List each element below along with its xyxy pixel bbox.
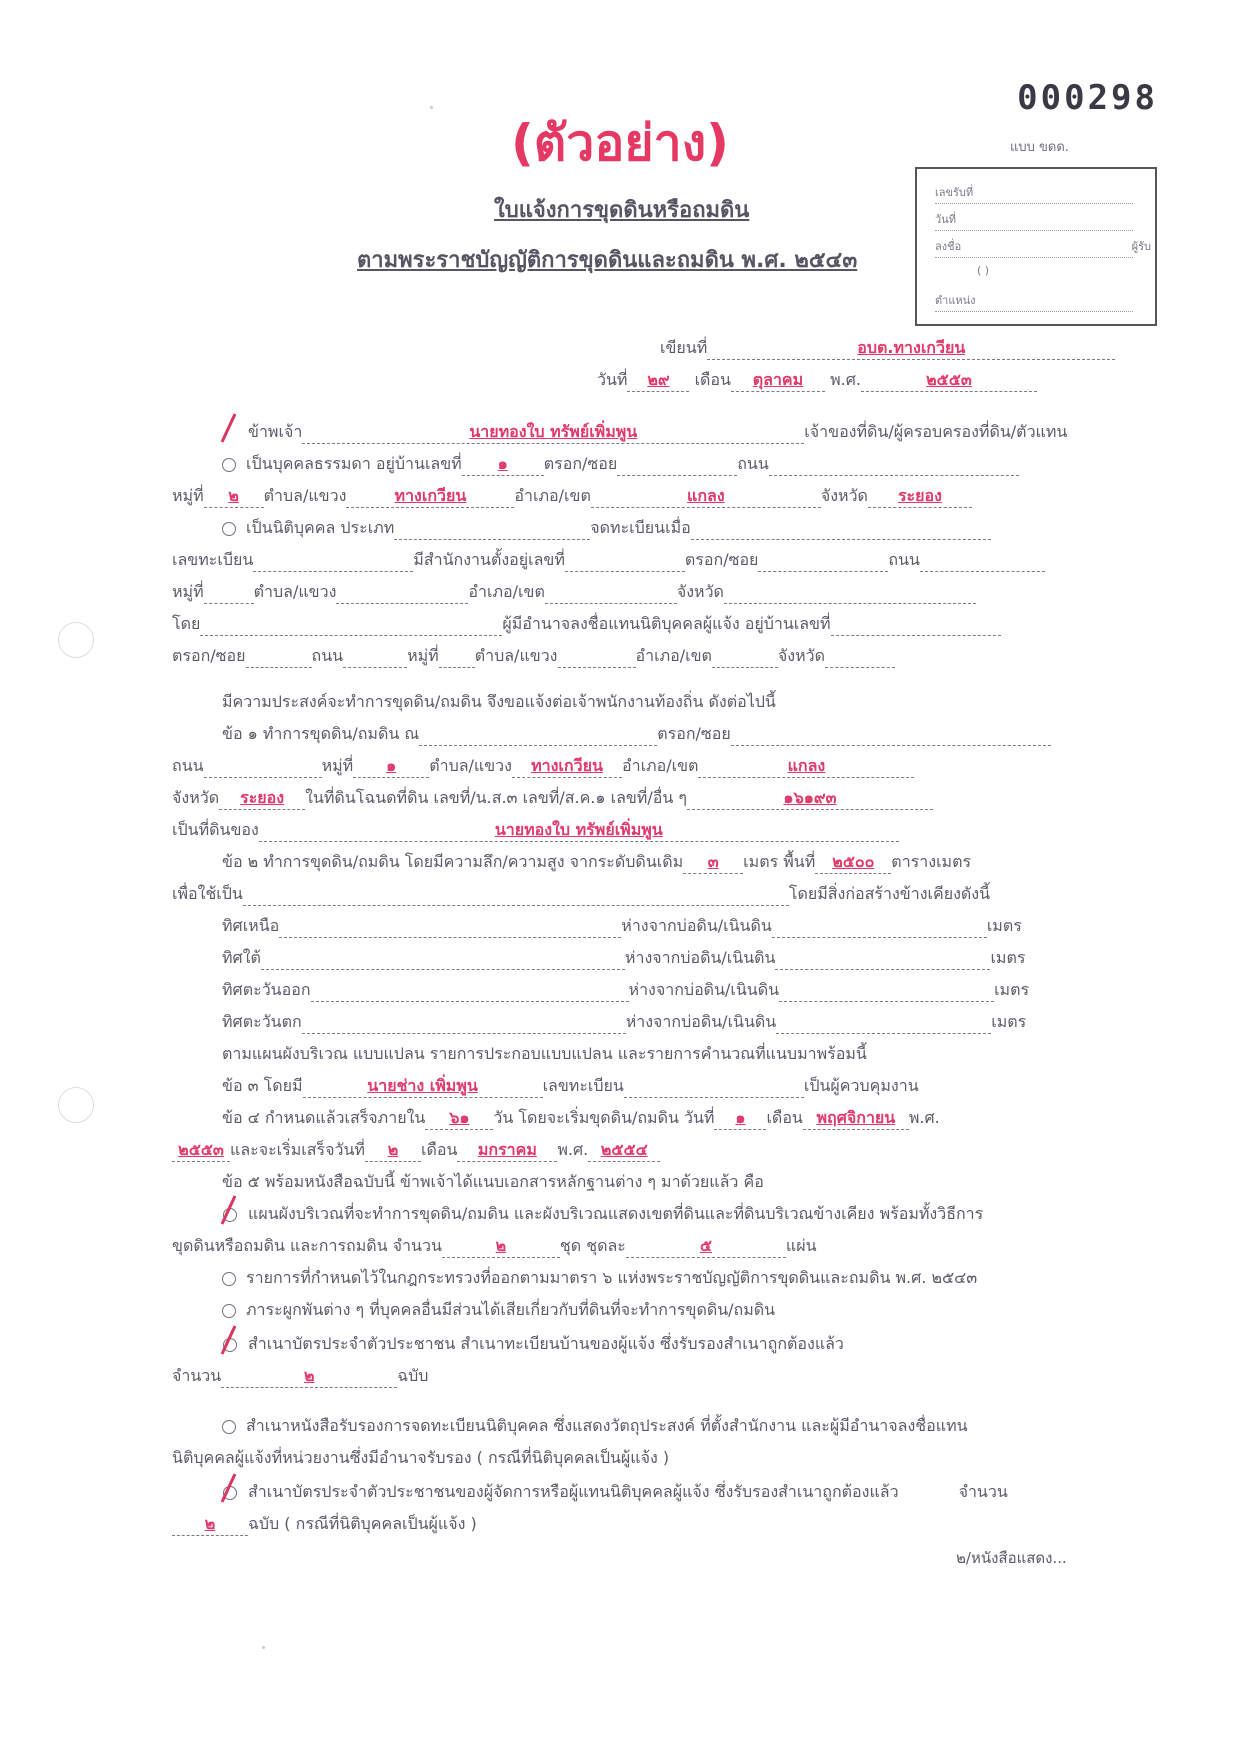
item4-start-day: ๑ xyxy=(735,1108,746,1127)
item5-lead-line: ข้อ ๕ พร้อมหนังสือฉบับนี้ ข้าพเจ้าได้แนบเอกสารหลักฐานต่าง ๆ มาด้วยแล้ว คือ xyxy=(222,1172,764,1191)
item4-start-line xyxy=(222,1106,940,1130)
item4-end-month: มกราคม xyxy=(477,1140,537,1159)
item1-deed-number: ๑๖๑๙๓ xyxy=(783,788,837,807)
date-line xyxy=(597,368,1037,392)
item4-start-month: พฤศจิกายน xyxy=(816,1108,896,1127)
applicant-line xyxy=(222,420,1067,444)
doc4-count-line xyxy=(172,1364,428,1388)
east-label: ทิศตะวันออก xyxy=(222,980,311,999)
doc1-sheets-unit: แผ่น xyxy=(785,1236,817,1255)
item4-end-year: ๒๕๕๔ xyxy=(600,1140,648,1159)
moo-label: หมู่ที่ xyxy=(321,756,354,775)
reg-no-label: เลขทะเบียน xyxy=(172,550,254,569)
juristic-line xyxy=(222,516,991,540)
scan-speck xyxy=(262,1646,265,1649)
doc2-line xyxy=(222,1266,977,1290)
subdistrict-label: ตำบล/แขวง xyxy=(429,756,512,775)
item4-start-label: วัน โดยจะเริ่มขุดดิน/ถมดิน วันที่ xyxy=(493,1108,715,1127)
subdistrict-label: ตำบล/แขวง xyxy=(263,486,347,505)
form-title-line1: ใบแจ้งการขุดดินหรือถมดิน xyxy=(494,198,750,223)
written-at-value: อบต.ทางเกวียน xyxy=(857,338,966,357)
item2-purpose-line xyxy=(172,882,990,906)
authorized-label: ผู้มีอำนาจลงชื่อแทนนิติบุคคลผู้แจ้ง อยู่บ้านเลขที่ xyxy=(502,614,831,633)
subdistrict-label: ตำบล/แขวง xyxy=(474,646,558,665)
item4-start-year: ๒๕๕๓ xyxy=(178,1140,224,1159)
moo-value: ๒ xyxy=(228,486,239,505)
south-label: ทิศใต้ xyxy=(222,948,261,967)
juristic-label: เป็นนิติบุคคล ประเภท xyxy=(246,518,395,537)
road-label: ถนน xyxy=(311,646,344,665)
doc1-text-a: แผนผังบริเวณที่จะทำการขุดดิน/ถมดิน และผังบริเวณแสดงเขตที่ดินและที่ดินบริเวณข้างเคียง พร้อมทั้งวิธีการ xyxy=(248,1204,984,1223)
authorized-person-line xyxy=(172,612,1001,636)
doc2-text: รายการที่กำหนดไว้ในกฎกระทรวงที่ออกตามมาตรา ๖ แห่งพระราชบัญญัติการขุดดินและถมดิน พ.ศ. ๒๕๔๓ xyxy=(246,1268,978,1287)
doc4-count-label: จำนวน xyxy=(172,1366,222,1385)
item2-south-line xyxy=(222,946,1025,970)
checked-mark-icon xyxy=(222,1337,238,1353)
doc5-text-a: สำเนาหนังสือรับรองการจดทะเบียนนิติบุคคล ซึ่งแสดงวัตถุประสงค์ ที่ตั้งสำนักงาน และผู้มีอำนาจลงชื่อแทน xyxy=(246,1416,968,1435)
form-code: แบบ ขดด. xyxy=(1010,140,1069,155)
item4-days-value: ๖๑ xyxy=(449,1108,470,1127)
distance-label: ห่างจากบ่อดิน/เนินดิน xyxy=(624,948,776,967)
item1-lead: ข้อ ๑ ทำการขุดดิน/ถมดิน ณ xyxy=(222,724,420,743)
doc4-count-value: ๒ xyxy=(303,1366,315,1385)
doc1-text-b: ขุดดินหรือถมดิน และการถมดิน จำนวน xyxy=(172,1236,442,1255)
doc1-sets-value: ๒ xyxy=(495,1236,507,1255)
moo-label: หมู่ที่ xyxy=(172,582,204,601)
province-label: จังหวัด xyxy=(676,582,724,601)
punch-hole xyxy=(58,1087,94,1123)
doc1-count-line xyxy=(172,1234,817,1258)
item2-west-line xyxy=(222,1010,1026,1034)
written-at-line xyxy=(660,336,1115,360)
applicant-name: นายทองใบ ทรัพย์เพิ่มพูน xyxy=(469,422,638,441)
doc1-line xyxy=(222,1202,983,1226)
district-label: อำเภอ/เขต xyxy=(468,582,545,601)
office-at-label: มีสำนักงานตั้งอยู่เลขที่ xyxy=(413,550,565,569)
unchecked-circle-icon xyxy=(222,1420,236,1434)
juristic-address-line xyxy=(172,580,976,604)
checked-mark-icon xyxy=(222,425,238,441)
doc1-sets-unit: ชุด ชุดละ xyxy=(559,1236,626,1255)
alley-label: ตรอก/ซอย xyxy=(684,550,759,569)
district-label: อำเภอ/เขต xyxy=(514,486,591,505)
year-label: พ.ศ. xyxy=(908,1108,940,1127)
road-label: ถนน xyxy=(172,756,204,775)
copies-label: ฉบับ xyxy=(397,1366,429,1385)
item1-moo-value: ๑ xyxy=(386,756,397,775)
intent-line: มีความประสงค์จะทำการขุดดิน/ถมดิน จึงขอแจ้งต่อเจ้าพนักงานท้องถิ่น ดังต่อไปนี้ xyxy=(222,692,776,711)
moo-label: หมู่ที่ xyxy=(407,646,439,665)
item1-deed-line xyxy=(172,786,933,810)
authorized-address-line xyxy=(172,644,895,668)
receipt-signature-line xyxy=(935,237,1151,258)
receipt-date-line: วันที่ xyxy=(935,210,1133,231)
meter-label: เมตร xyxy=(990,948,1026,967)
unchecked-circle-icon xyxy=(222,522,236,536)
item1-district-value: แกลง xyxy=(787,756,826,775)
receipt-receiver-label: ผู้รับ xyxy=(1131,240,1151,253)
doc6-count-value: ๒ xyxy=(204,1514,216,1533)
meter-label: เมตร xyxy=(994,980,1030,999)
province-label: จังหวัด xyxy=(777,646,826,665)
applicant-i-label: ข้าพเจ้า xyxy=(248,422,303,441)
item2-depth-value: ๓ xyxy=(707,852,719,871)
item2-area-label: เมตร พื้นที่ xyxy=(743,852,816,871)
doc5-line xyxy=(222,1414,968,1438)
natural-person-label: เป็นบุคคลธรรมดา อยู่บ้านเลขที่ xyxy=(246,454,462,473)
written-at-label: เขียนที่ xyxy=(660,338,708,357)
doc4-line xyxy=(222,1332,844,1356)
year-label: พ.ศ. xyxy=(557,1140,589,1159)
moo-label: หมู่ที่ xyxy=(172,486,204,505)
doc6-count-label: จำนวน xyxy=(958,1482,1008,1501)
distance-label: ห่างจากบ่อดิน/เนินดิน xyxy=(628,980,780,999)
sample-stamp-title: (ตัวอย่าง) xyxy=(510,114,730,172)
item4-finish-line xyxy=(172,1138,660,1162)
district-label: อำเภอ/เขต xyxy=(621,756,699,775)
date-year-value: ๒๕๕๓ xyxy=(926,370,972,389)
road-label: ถนน xyxy=(737,454,769,473)
date-month-value: ตุลาคม xyxy=(752,370,804,389)
checked-mark-icon xyxy=(222,1485,238,1501)
item1-subdistrict-value: ทางเกวียน xyxy=(531,756,603,775)
item3-lead: ข้อ ๓ โดยมี xyxy=(222,1076,303,1095)
receipt-signature-label: ลงชื่อ xyxy=(935,240,962,253)
doc6-text: สำเนาบัตรประจำตัวประชาชนของผู้จัดการหรือผู้แทนนิติบุคคลผู้แจ้ง ซึ่งรับรองสำเนาถูกต้องแล้ว xyxy=(248,1482,899,1501)
distance-label: ห่างจากบ่อดิน/เนินดิน xyxy=(625,1012,777,1031)
date-day-label: วันที่ xyxy=(597,370,628,389)
item4-end-day: ๒ xyxy=(387,1140,399,1159)
doc6-count-line xyxy=(172,1512,477,1536)
province-label: จังหวัด xyxy=(172,788,220,807)
unchecked-circle-icon xyxy=(222,458,236,472)
item2-north-line xyxy=(222,914,1022,938)
item2-area-value: ๒๕๐๐ xyxy=(832,852,875,871)
by-label: โดย xyxy=(172,614,201,633)
receipt-position-line: ตำแหน่ง xyxy=(935,291,1133,312)
district-value: แกลง xyxy=(687,486,725,505)
house-number-value: ๑ xyxy=(497,454,508,473)
doc3-line xyxy=(222,1298,775,1322)
item1-province-value: ระยอง xyxy=(240,788,285,807)
month-label: เดือน xyxy=(420,1140,458,1159)
unchecked-circle-icon xyxy=(222,1272,236,1286)
alley-label: ตรอก/ซอย xyxy=(172,646,246,665)
punch-hole xyxy=(58,622,94,658)
doc3-text: ภาระผูกพันต่าง ๆ ที่บุคคลอื่นมีส่วนได้เสียเกี่ยวกับที่ดินที่จะทำการขุดดิน/ถมดิน xyxy=(246,1300,776,1319)
item4-finish-label: และจะเริ่มเสร็จวันที่ xyxy=(230,1140,365,1159)
item3-role-label: เป็นผู้ควบคุมงาน xyxy=(803,1076,919,1095)
doc5-cont-line: นิติบุคคลผู้แจ้งที่หน่วยงานซึ่งมีอำนาจรับรอง ( กรณีที่นิติบุคคลเป็นผู้แจ้ง ) xyxy=(172,1448,670,1467)
province-label: จังหวัด xyxy=(820,486,868,505)
item1-owner-value: นายทองใบ ทรัพย์เพิ่มพูน xyxy=(494,820,663,839)
date-year-label: พ.ศ. xyxy=(830,370,861,389)
form-title-line2: ตามพระราชบัญญัติการขุดดินและถมดิน พ.ศ. ๒๕๔๓ xyxy=(357,248,858,273)
item1-location-line xyxy=(222,722,1051,746)
continued-note: ๒/หนังสือแสดง... xyxy=(956,1549,1067,1567)
item1-address-line xyxy=(172,754,914,778)
address-line xyxy=(172,484,972,508)
form-serial-number: 000298 xyxy=(1017,78,1158,118)
item2-plan-line: ตามแผนผังบริเวณ แบบแปลน รายการประกอบแบบแปลน และรายการคำนวณที่แนบมาพร้อมนี้ xyxy=(222,1044,867,1063)
subdistrict-label: ตำบล/แขวง xyxy=(253,582,337,601)
item2-lead: ข้อ ๒ ทำการขุดดิน/ถมดิน โดยมีความลึก/ความสูง จากระดับดินเดิม xyxy=(222,852,684,871)
item2-east-line xyxy=(222,978,1029,1002)
road-label: ถนน xyxy=(888,550,920,569)
item1-deed-label: ในที่ดินโฉนดที่ดิน เลขที่/น.ส.๓ เลขที่/ส.ค.๑ เลขที่/อื่น ๆ xyxy=(305,788,687,807)
receipt-name-parens: ( ) xyxy=(977,264,990,277)
item2-purpose-label: เพื่อใช้เป็น xyxy=(172,884,243,903)
west-label: ทิศตะวันตก xyxy=(222,1012,302,1031)
district-label: อำเภอ/เขต xyxy=(635,646,712,665)
item3-controller-value: นายช่าง เพิ่มพูน xyxy=(367,1076,478,1095)
meter-label: เมตร xyxy=(986,916,1022,935)
unchecked-circle-icon xyxy=(222,1304,236,1318)
receipt-number-line: เลขรับที่ xyxy=(935,183,1133,204)
item3-reg-no-label: เลขทะเบียน xyxy=(542,1076,624,1095)
item1-owner-label: เป็นที่ดินของ xyxy=(172,820,259,839)
doc6-line xyxy=(222,1480,1008,1504)
date-month-label: เดือน xyxy=(694,370,731,389)
item3-line xyxy=(222,1074,919,1098)
alley-label: ตรอก/ซอย xyxy=(543,454,618,473)
juristic-office-line xyxy=(172,548,1045,572)
subdistrict-value: ทางเกวียน xyxy=(394,486,467,505)
north-label: ทิศเหนือ xyxy=(222,916,280,935)
checked-mark-icon xyxy=(222,1207,238,1223)
doc6-tail: ฉบับ ( กรณีที่นิติบุคคลเป็นผู้แจ้ง ) xyxy=(248,1514,477,1533)
date-day-value: ๒๙ xyxy=(647,370,670,389)
province-value: ระยอง xyxy=(897,486,942,505)
registered-when-label: จดทะเบียนเมื่อ xyxy=(590,518,691,537)
item2-structures-label: โดยมีสิ่งก่อสร้างข้างเคียงดังนี้ xyxy=(788,884,991,903)
receipt-box xyxy=(915,167,1157,326)
meter-label: เมตร xyxy=(991,1012,1027,1031)
alley-label: ตรอก/ซอย xyxy=(657,724,731,743)
item4-lead: ข้อ ๔ กำหนดแล้วเสร็จภายใน xyxy=(222,1108,426,1127)
item2-area-unit: ตารางเมตร xyxy=(891,852,972,871)
natural-person-line xyxy=(222,452,1019,476)
doc4-text: สำเนาบัตรประจำตัวประชาชน สำเนาทะเบียนบ้านของผู้แจ้ง ซึ่งรับรองสำเนาถูกต้องแล้ว xyxy=(248,1334,844,1353)
item2-depth-line xyxy=(222,850,971,874)
item1-owner-line xyxy=(172,818,899,842)
applicant-role: เจ้าของที่ดิน/ผู้ครอบครองที่ดิน/ตัวแทน xyxy=(804,422,1068,441)
month-label: เดือน xyxy=(766,1108,803,1127)
doc1-sheets-value: ๕ xyxy=(699,1236,712,1255)
distance-label: ห่างจากบ่อดิน/เนินดิน xyxy=(621,916,772,935)
